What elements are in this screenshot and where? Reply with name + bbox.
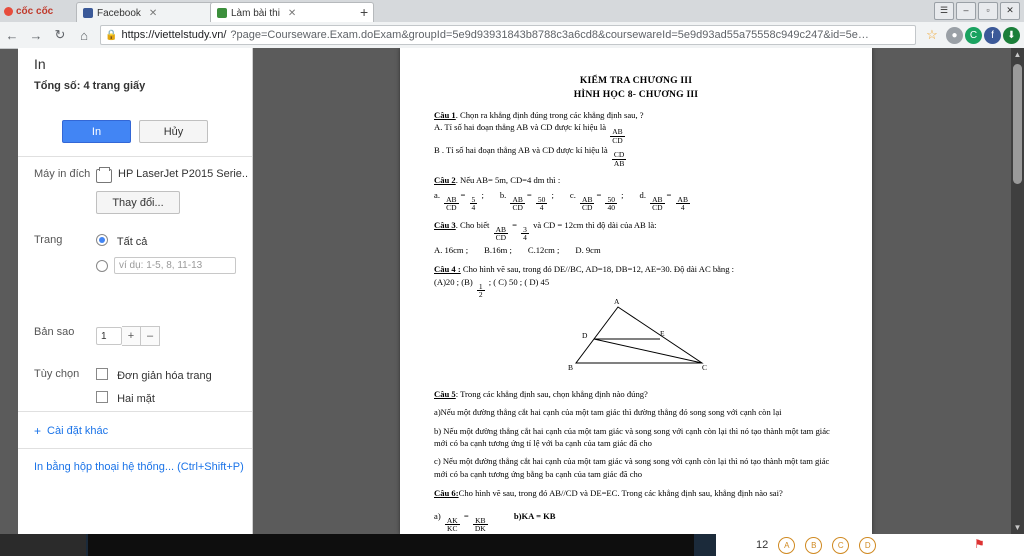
q2-label: Câu 2 (434, 175, 456, 186)
download-icon[interactable]: ⬇ (1003, 27, 1020, 44)
q6-a-key: a) (434, 510, 441, 521)
point-B: B (568, 362, 574, 372)
scroll-down-icon[interactable]: ▼ (1013, 523, 1022, 532)
more-settings-row[interactable] (18, 424, 252, 438)
q5-option-c: c) Nếu một đường thẳng cắt hai cạnh của một tam giác và song song với cạnh còn lại thì nó tạo thành một tam giác mới có ba cạnh tương ứng bằng ba cạnh của tam giác đã cho (434, 456, 830, 479)
pages-body (96, 234, 252, 274)
q1-b-fraction: $\frac{CD}{AB}$ (613, 150, 625, 168)
q2-b-frac-left: $\frac{AB}{CD}$ (512, 194, 523, 213)
url-host: https://viettelstudy.vn/ (121, 29, 227, 41)
q4-label: Câu 4 : (434, 264, 461, 275)
option-simplify-label: Đơn giản hóa trang (117, 370, 212, 382)
q6-label: Câu 6: (434, 488, 459, 499)
app-name: cốc cốc (16, 5, 54, 17)
close-tab-icon[interactable]: ✕ (148, 7, 158, 19)
divider-3 (18, 448, 252, 449)
q2-d-frac-left: $\frac{AB}{CD}$ (652, 194, 663, 213)
minimize-button[interactable]: – (956, 2, 976, 20)
q4-choice-b: (B) (461, 276, 473, 287)
cancel-button[interactable]: Hủy (139, 120, 208, 143)
destination-row (18, 168, 252, 214)
q2-choice-c: c. $\frac{AB}{CD}$ = $\frac{50}{40}$ ; (569, 189, 624, 213)
q3-frac-left: $\frac{AB}{CD}$ (495, 224, 506, 243)
printer-line (96, 168, 252, 183)
print-total-value: 4 trang giấy (83, 80, 146, 92)
divider-2 (18, 411, 252, 412)
q2-c-frac-right: $\frac{50}{40}$ (607, 194, 615, 213)
menu-icon[interactable]: ☰ (934, 2, 954, 20)
tab-label: Facebook (97, 7, 141, 19)
q2-choice-b: b. $\frac{AB}{CD}$ = $\frac{50}{4}$ ; (499, 189, 554, 213)
point-C: C (702, 362, 708, 372)
question-number: 12 (756, 539, 769, 551)
q3-label: Câu 3 (434, 219, 456, 230)
change-destination-button[interactable]: Thay đổi... (96, 191, 180, 214)
options-row (18, 368, 252, 405)
question-4 (434, 263, 838, 380)
q2-choice-d: d. $\frac{AB}{CD}$ = $\frac{AB}{4}$ (639, 189, 688, 213)
q3-text-b: và CD = 12cm thì độ dài của AB là: (533, 219, 657, 230)
flag-icon[interactable]: ⚑ (974, 537, 985, 551)
q6-a-eq: = (463, 510, 469, 521)
q2-b-frac-right: $\frac{50}{4}$ (537, 194, 546, 213)
q2-a-frac-left: $\frac{AB}{CD}$ (446, 194, 457, 213)
printer-icon (96, 169, 112, 183)
q2-a-frac-right: $\frac{5}{4}$ (471, 194, 476, 213)
answer-option-c[interactable]: C (832, 537, 849, 554)
option-duplex-label: Hai mặt (117, 393, 155, 405)
app-logo-icon (4, 7, 13, 16)
scroll-up-icon[interactable]: ▲ (1013, 50, 1022, 59)
q2-d-frac-right: $\frac{AB}{4}$ (677, 194, 688, 213)
q4-choices (434, 276, 838, 299)
q5-option-a: a)Nếu một đường thẳng cắt hai cạnh của một tam giác thì đường thẳng đó song song với cạnh còn lại (434, 407, 782, 418)
facebook-favicon (83, 8, 93, 18)
preview-page (400, 48, 872, 534)
q4-choice-b-frac: $\frac{1}{2}$ (478, 281, 483, 300)
toolbar-icons (920, 23, 1024, 47)
point-E: E (660, 328, 665, 338)
more-settings-link[interactable]: Cài đặt khác (47, 425, 109, 437)
address-bar[interactable] (100, 25, 916, 45)
lock-icon: 🔒 (105, 29, 118, 41)
preview-scrollbar[interactable] (1011, 48, 1024, 534)
tab-label: Làm bài thi (231, 7, 280, 19)
doc-title-line1: KIỂM TRA CHƯƠNG III (579, 75, 693, 86)
reload-icon[interactable]: ↻ (54, 27, 66, 42)
options-label: Tùy chọn (34, 368, 80, 380)
question-1 (434, 109, 838, 167)
q4-choice-a: (A)20 ; (434, 276, 460, 287)
new-tab-button[interactable]: + (360, 4, 369, 20)
q1-a-fraction: $\frac{AB}{CD}$ (612, 127, 623, 145)
copies-row (18, 326, 252, 346)
print-dialog-title: In (34, 56, 46, 72)
answer-option-d[interactable]: D (859, 537, 876, 554)
copies-plus-button[interactable]: + (122, 326, 141, 346)
pages-all-radio[interactable] (96, 234, 108, 246)
option-duplex[interactable] (96, 391, 252, 405)
q3-text-a: . Cho biết (455, 219, 490, 230)
print-button[interactable]: In (62, 120, 131, 143)
q2-c-frac-left: $\frac{AB}{CD}$ (582, 194, 593, 213)
print-total-label: Tổng số: (34, 80, 81, 92)
star-icon[interactable]: ☆ (926, 27, 938, 42)
q3-choices (434, 244, 838, 256)
extension-icon-green[interactable]: C (965, 27, 982, 44)
question-3 (434, 219, 838, 256)
copies-minus-button[interactable]: – (141, 326, 160, 346)
q3-choice-c: C.12cm ; (527, 244, 560, 255)
forward-icon[interactable]: → (29, 27, 43, 43)
q1-a-text: A. Tỉ số hai đoạn thẳng AB và CD được kí hiệu là (434, 122, 607, 133)
q4-text: Cho hình vẽ sau, trong đó DE//BC, AD=18, DB=12, AE=30. Độ dài AC bằng : (462, 264, 735, 275)
question-2 (434, 174, 838, 211)
close-window-button[interactable]: ✕ (1000, 2, 1020, 20)
copies-label: Bản sao (34, 326, 75, 338)
q2-choices (434, 189, 838, 212)
simplify-checkbox[interactable] (96, 368, 108, 380)
q3-choice-a: A. 16cm ; (434, 244, 469, 255)
q2-choice-a: a. $\frac{AB}{CD}$ = $\frac{5}{4}$ ; (434, 189, 484, 213)
print-dialog (18, 48, 253, 534)
q5-label: Câu 5 (434, 388, 456, 399)
q6-b: b)KA = KB (513, 510, 556, 521)
copies-body (96, 326, 252, 346)
q6-text: Cho hình vẽ sau, trong đó AB//CD và DE=EC. Trong các khẳng định sau, khẳng định nào sai? (458, 488, 783, 499)
q2-text: . Nếu AB= 5m, CD=4 dm thì : (455, 175, 561, 186)
divider (18, 156, 252, 157)
copies-value[interactable]: 1 (96, 327, 122, 345)
scrollbar-thumb[interactable] (1013, 64, 1022, 184)
print-total (34, 80, 145, 92)
q3-choice-d: D. 9cm (575, 244, 601, 255)
app-logo (4, 3, 53, 19)
page-footer-dark (88, 534, 694, 556)
q5-text: : Trong các khẳng định sau, chọn khẳng định nào đúng? (455, 388, 648, 399)
user-avatar[interactable]: ● (946, 27, 963, 44)
plus-icon: + (34, 424, 42, 438)
pages-all-label: Tất cả (116, 236, 148, 248)
q3-eq: = (512, 219, 517, 230)
browser-tab-exam[interactable] (210, 2, 374, 23)
navigation-bar (0, 22, 1024, 49)
exam-favicon (217, 8, 227, 18)
q6-a-frac1: $\frac{AK}{KC}$ (446, 515, 458, 534)
copies-stepper[interactable] (96, 326, 252, 346)
q4-choices-rest: ; ( C) 50 ; ( D) 45 (488, 276, 550, 287)
system-dialog-row[interactable] (18, 461, 252, 473)
print-preview-area (252, 48, 1024, 534)
pages-custom-input[interactable]: ví dụ: 1-5, 8, 11-13 (114, 257, 236, 274)
q6-a-frac2: $\frac{KB}{DK}$ (474, 515, 486, 534)
taskbar-left-block (0, 534, 86, 556)
point-A: A (614, 296, 620, 306)
triangle-diagram (556, 301, 716, 381)
maximize-button[interactable]: ▫ (978, 2, 998, 20)
option-simplify[interactable] (96, 368, 252, 382)
pages-row (18, 234, 252, 274)
q1-b-text: B . Tỉ số hai đoạn thẳng AB và CD được kí hiệu là (434, 145, 608, 156)
url-query: ?page=Courseware.Exam.doExam&groupId=5e9d93931843b8788c3a6cd8&coursewareId=5e9d93ad55a75558c949c247&id=5e… (230, 29, 869, 41)
destination-label: Máy in đích (34, 168, 91, 180)
q3-frac-right: $\frac{3}{4}$ (523, 224, 527, 243)
q6-choices (434, 510, 838, 533)
question-6 (434, 487, 838, 532)
answer-option-a[interactable]: A (778, 537, 795, 554)
pages-all-option[interactable] (96, 234, 252, 248)
q1-option-a (434, 121, 838, 144)
close-tab-icon[interactable]: ✕ (287, 7, 297, 19)
pages-custom-option[interactable] (96, 257, 252, 274)
title-bar (0, 0, 1024, 23)
pages-custom-radio[interactable] (96, 260, 108, 272)
back-icon[interactable]: ← (5, 27, 19, 43)
home-icon[interactable]: ⌂ (80, 27, 88, 43)
destination-body (96, 168, 252, 214)
system-dialog-link[interactable]: In bằng hộp thoại hệ thống... (Ctrl+Shift+P) (34, 461, 244, 473)
options-body (96, 368, 252, 405)
q3-choice-b: B.16m ; (484, 244, 512, 255)
question-5 (434, 388, 838, 481)
printer-name: HP LaserJet P2015 Serie.. (118, 168, 249, 180)
q1-text: . Chọn ra khẳng định đúng trong các khẳng định sau, ? (455, 109, 644, 120)
q5-option-b: b) Nếu một đường thẳng cắt hai cạnh của một tam giác và song song với cạnh còn lại thì nó tạo thành một tam giác mới có ba cạnh tương ứng tỉ lệ với ba cạnh của tam giác đã cho (434, 425, 830, 448)
extension-icon-blue[interactable]: f (984, 27, 1001, 44)
exam-document (400, 48, 872, 534)
point-D: D (582, 330, 588, 340)
q1-label: Câu 1 (434, 109, 456, 120)
duplex-checkbox[interactable] (96, 391, 108, 403)
pages-label: Trang (34, 234, 63, 246)
q4-figure (556, 296, 716, 381)
print-dialog-buttons (18, 120, 252, 143)
answer-option-b[interactable]: B (805, 537, 822, 554)
window-controls (934, 2, 1020, 20)
doc-title-line2: HÌNH HỌC 8- CHƯƠNG III (573, 88, 699, 100)
q1-option-b (434, 144, 838, 167)
